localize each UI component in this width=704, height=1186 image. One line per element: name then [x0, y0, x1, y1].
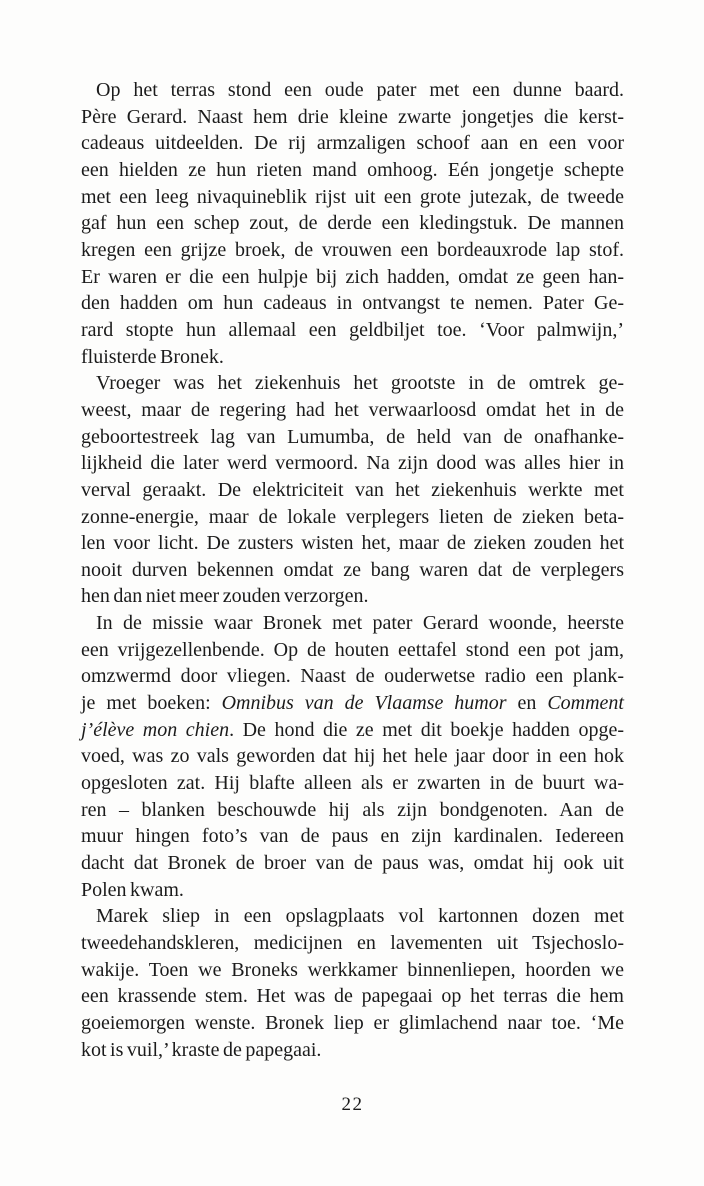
text-line [81, 370, 624, 397]
text-segment: Marek sliep in een opslagplaats vol kartonnen dozen met [96, 905, 624, 928]
text-segment: ren – blanken beschouwde hij als zijn bondgenoten. Aan de [81, 798, 624, 821]
text-segment: zonne-energie, maar de lokale verplegers lieten de zieken beta- [81, 505, 624, 528]
text-line [81, 264, 624, 291]
text-segment: rard stopte hun allemaal een geldbiljet toe. ‘Voor palmwijn,’ [81, 318, 624, 341]
text-segment: en [506, 692, 548, 715]
text-segment: kregen een grijze broek, de vrouwen een bordeauxrode lap stof. [81, 238, 624, 261]
text-segment: goeiemorgen wenste. Bronek liep er glimlachend naar toe. ‘Me [81, 1011, 624, 1034]
text-segment: In de missie waar Bronek met pater Gerard woonde, heerste [96, 612, 624, 635]
text-segment: cadeaus uitdeelden. De rij armzaligen schoof aan en een voor [81, 132, 624, 155]
text-segment: tweedehandskleren, medicijnen en lavementen uit Tsjechoslo- [81, 932, 624, 954]
text-line [81, 877, 624, 904]
text-segment: lijkheid die later werd vermoord. Na zijn dood was alles hier in [81, 452, 624, 475]
text-line [81, 397, 624, 424]
text-line [81, 104, 624, 131]
text-segment: wakije. Toen we Broneks werkkamer binnenliepen, hoorden we [81, 958, 624, 981]
paragraph [81, 903, 624, 1063]
text-line [81, 530, 624, 557]
text-segment: Père Gerard. Naast hem drie kleine zwarte jongetjes die kerst- [81, 105, 624, 128]
text-segment: . De hond die ze met dit boekje hadden opge- [229, 718, 624, 741]
text-line [81, 237, 624, 264]
text-segment: hen dan niet meer zouden verzorgen. [81, 585, 369, 608]
text-line [81, 770, 624, 797]
text-line [81, 77, 624, 104]
text-segment: geboortestreek lag van Lumumba, de held van de onafhanke- [81, 425, 624, 448]
text-line [81, 850, 624, 877]
page-number: 22 [341, 1094, 364, 1115]
text-segment: Polen kwam. [81, 878, 184, 901]
text-segment: dacht dat Bronek de broer van de paus was, omdat hij ook uit [81, 852, 624, 875]
text-segment: je met boeken: [81, 692, 222, 715]
text-line [81, 344, 624, 371]
text-line [81, 583, 624, 610]
text-line [81, 424, 624, 451]
text-line [81, 610, 624, 637]
text-line [81, 903, 624, 930]
text-line [81, 957, 624, 984]
text-segment: Er waren er die een hulpje bij zich hadden, omdat ze geen han- [81, 265, 624, 288]
text-line [81, 690, 624, 717]
text-segment: gaf hun een schep zout, de derde een kledingstuk. De mannen [81, 212, 624, 235]
page-text [81, 77, 624, 1063]
text-segment: opgesloten zat. Hij blafte alleen als er zwarten in de buurt wa- [81, 772, 624, 795]
text-line [81, 1037, 624, 1064]
text-line [81, 210, 624, 237]
text-line [81, 743, 624, 770]
text-line [81, 477, 624, 504]
text-segment: verval geraakt. De elektriciteit van het ziekenhuis werkte met [81, 478, 624, 501]
text-segment: fluisterde Bronek. [81, 345, 224, 368]
text-segment: een vrijgezellenbende. Op de houten eettafel stond een pot jam, [81, 638, 624, 661]
text-segment: nooit durven bekennen omdat ze bang waren dat de verplegers [81, 558, 624, 581]
italic-book-title: Comment [547, 692, 624, 715]
italic-book-title: j’élève mon chien [81, 718, 230, 741]
text-line [81, 450, 624, 477]
paragraph [81, 77, 624, 370]
text-line [81, 130, 624, 157]
text-line [81, 663, 624, 690]
text-segment: muur hingen foto’s van de paus en zijn kardinalen. Iedereen [81, 825, 624, 848]
italic-book-title: Omnibus van de Vlaamse humor [221, 692, 507, 715]
text-line [81, 797, 624, 824]
text-segment: den hadden om hun cadeaus in ontvangst te nemen. Pater Ge- [81, 292, 624, 315]
text-segment: weest, maar de regering had het verwaarloosd omdat het in de [81, 398, 624, 421]
text-segment: een hielden ze hun rieten mand omhoog. Eén jongetje schepte [81, 158, 624, 181]
text-line [81, 557, 624, 584]
text-segment: kot is vuil,’ kraste de papegaai. [81, 1038, 322, 1061]
text-line [81, 717, 624, 744]
text-line [81, 1010, 624, 1037]
text-segment: Vroeger was het ziekenhuis het grootste in de omtrek ge- [96, 372, 624, 395]
text-segment: len voor licht. De zusters wisten het, maar de zieken zouden het [81, 532, 624, 555]
text-line [81, 504, 624, 531]
text-line [81, 983, 624, 1010]
text-line [81, 317, 624, 344]
text-line [81, 290, 624, 317]
text-segment: Op het terras stond een oude pater met een dunne baard. [96, 79, 624, 101]
text-segment: voed, was zo vals geworden dat hij het hele jaar door in een hok [81, 745, 624, 768]
text-line [81, 823, 624, 850]
text-line [81, 184, 624, 211]
paragraph [81, 610, 624, 903]
paragraph [81, 370, 624, 610]
text-segment: met een leeg nivaquineblik rijst uit een grote jutezak, de tweede [81, 185, 624, 208]
text-line [81, 637, 624, 664]
text-line [81, 930, 624, 957]
text-segment: omzwermd door vliegen. Naast de ouderwetse radio een plank- [81, 665, 624, 688]
text-segment: een krassende stem. Het was de papegaai op het terras die hem [81, 985, 624, 1008]
text-line [81, 157, 624, 184]
